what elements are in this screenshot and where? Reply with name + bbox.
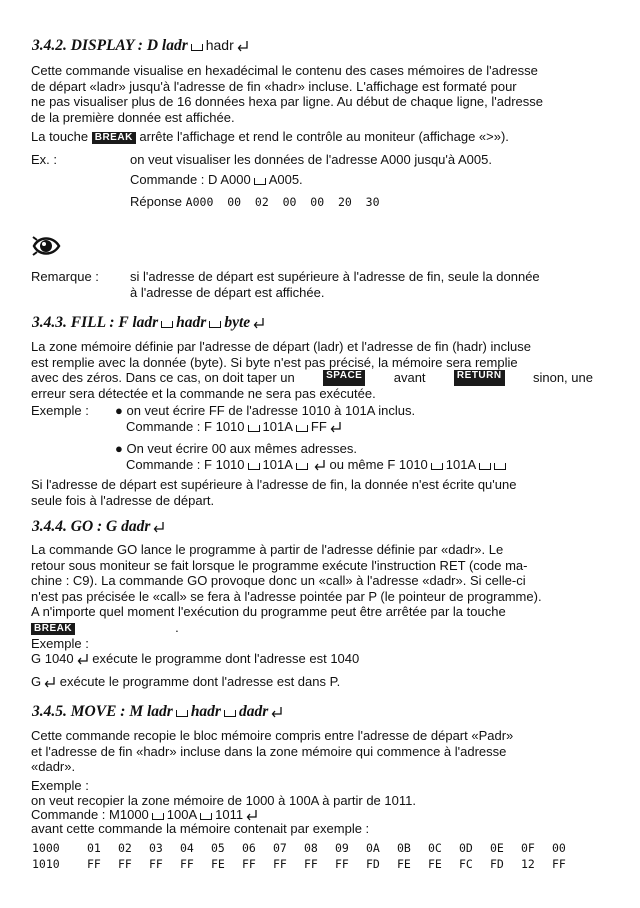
table-row	[32, 856, 583, 872]
text: 3.4.3. FILL : F ladr	[32, 314, 159, 331]
table-cell: FF	[335, 857, 349, 871]
display-description	[31, 63, 593, 125]
table-cell: FE	[211, 857, 225, 871]
fill-note	[31, 477, 593, 508]
text: avant	[393, 370, 426, 385]
text: ou même F 1010	[329, 457, 428, 472]
text-line: «dadr».	[31, 759, 76, 774]
text-line: et l'adresse de fin «hadr» incluse dans la zone mémoire qui commence à l'adresse	[31, 743, 507, 759]
heading-move	[32, 703, 283, 721]
text-line: La commande GO lance le programme à partir de l'adresse définie par «dadr». Le	[31, 542, 504, 557]
table-cell: 0D	[459, 841, 473, 855]
text: Commande : F 1010	[126, 457, 245, 472]
text: sinon, une	[532, 370, 593, 385]
break-line	[31, 129, 509, 144]
table-cell: 12	[521, 857, 535, 871]
space-symbol	[431, 463, 443, 470]
table-cell: 07	[273, 841, 287, 855]
text-line: seule fois à l'adresse de départ.	[31, 492, 215, 508]
table-cell: FF	[87, 857, 101, 871]
return-symbol-icon	[77, 653, 89, 665]
text: A005.	[268, 172, 303, 187]
text: 100A	[166, 807, 198, 822]
text-line: Cette commande visualise en hexadécimal le contenu des cases mémoires de l'adresse	[31, 63, 538, 78]
space-symbol	[200, 813, 212, 820]
text-line: Si l'adresse de départ est supérieure à l'adresse de fin, la donnée n'est écrite qu'une	[31, 477, 517, 492]
response-value: A000 00 02 00 00 20 30	[185, 195, 380, 209]
table-cell: FF	[552, 857, 566, 871]
text: G	[31, 674, 42, 689]
text-line: est remplie avec la donnée (byte). Si byte n'est pas précisé, la mémoire sera remplie	[31, 354, 518, 370]
text-line: de la première donnée est affichée.	[31, 109, 235, 125]
text: G 1040	[31, 651, 74, 666]
ex-response	[130, 194, 380, 209]
return-key: RETURN	[454, 370, 505, 386]
return-symbol-icon	[271, 706, 283, 718]
move-description	[31, 728, 593, 775]
space-key: SPACE	[323, 370, 365, 386]
go-example-2	[31, 674, 340, 689]
return-symbol-icon	[44, 676, 56, 688]
space-symbol	[224, 710, 236, 717]
table-cell: FD	[366, 857, 380, 871]
return-symbol-icon	[330, 421, 342, 433]
ex-text: on veut visualiser les données de l'adresse A000 jusqu'à A005.	[130, 152, 492, 167]
move-command	[31, 807, 258, 822]
text-line	[31, 370, 593, 386]
text: on veut écrire FF de l'adresse 1010 à 101A inclus.	[126, 403, 416, 418]
text-line: de départ «ladr» jusqu'à l'adresse de fin «hadr» incluse. L'affichage est formaté pour	[31, 78, 517, 94]
table-cell: 0C	[428, 841, 442, 855]
text-line: Cette commande recopie le bloc mémoire compris entre l'adresse de départ «Padr»	[31, 728, 514, 743]
space-symbol	[209, 321, 221, 328]
table-cell: 05	[211, 841, 225, 855]
text-line: si l'adresse de départ est supérieure à l'adresse de fin, seule la donnée	[130, 269, 540, 284]
table-cell: 1010	[32, 857, 60, 871]
fill-command-1	[126, 419, 342, 434]
table-cell: 1000	[32, 841, 60, 855]
memory-dump-table	[32, 840, 583, 872]
text: byte	[224, 314, 251, 331]
text: On veut écrire 00 aux mêmes adresses.	[126, 441, 357, 456]
space-symbol	[494, 463, 506, 470]
ex-label: Exemple :	[31, 778, 89, 793]
text-line: A n'importe quel moment l'exécution du programme peut être arrêtée par la touche	[31, 604, 506, 619]
heading-display-text: 3.4.2. DISPLAY : D ladr	[32, 37, 188, 54]
table-cell: FD	[490, 857, 504, 871]
table-cell: 0F	[521, 841, 535, 855]
table-cell: 06	[242, 841, 256, 855]
bullet-item: ● on veut écrire FF de l'adresse 1010 à 101A inclus.	[115, 403, 416, 418]
table-cell: FE	[397, 857, 411, 871]
return-symbol-icon	[246, 809, 258, 821]
text: Réponse	[130, 194, 183, 209]
space-symbol	[152, 813, 164, 820]
return-symbol-icon	[153, 521, 165, 533]
return-symbol-icon	[237, 40, 249, 52]
text-line: ne pas visualiser plus de 16 données hexa par ligne. Au début de chaque ligne, l'adresse	[31, 94, 544, 109]
heading-go	[32, 518, 165, 536]
go-example-1	[31, 651, 359, 666]
heading-display	[32, 37, 249, 55]
return-symbol-icon	[253, 317, 265, 329]
text-line: chine : C9). La commande GO provoque donc un «call» à l'adresse «dadr». Si celle-ci	[31, 573, 526, 588]
table-cell: 08	[304, 841, 318, 855]
table-cell: FC	[459, 857, 473, 871]
space-symbol	[296, 463, 308, 470]
space-symbol	[248, 425, 260, 432]
text: 101A	[445, 457, 477, 472]
space-symbol	[161, 321, 173, 328]
move-example-text: on veut recopier la zone mémoire de 1000 à 100A à partir de 1011.	[31, 793, 416, 808]
remarque-label: Remarque :	[31, 269, 99, 284]
text: dadr	[238, 703, 269, 720]
text: 101A	[262, 419, 293, 434]
table-cell: 09	[335, 841, 349, 855]
table-row	[32, 840, 583, 856]
fill-command-2	[126, 457, 509, 472]
text: FF	[310, 419, 327, 434]
heading-fill	[32, 314, 265, 332]
text-line: erreur sera détectée et la commande ne sera pas exécutée.	[31, 385, 376, 401]
table-cell: FF	[118, 857, 132, 871]
table-cell: FE	[428, 857, 442, 871]
text-line: La zone mémoire définie par l'adresse de départ (ladr) et l'adresse de fin (hadr) incluse	[31, 339, 531, 354]
text: hadr	[176, 314, 207, 331]
bullet-item: ● On veut écrire 00 aux mêmes adresses.	[115, 441, 357, 456]
text-line: à l'adresse de départ est affichée.	[130, 284, 325, 300]
ex-command	[130, 172, 303, 187]
break-key: BREAK	[92, 132, 136, 144]
text: Commande : F 1010	[126, 419, 245, 434]
ex-label: Exemple :	[31, 636, 89, 651]
heading-display-arg: hadr	[205, 37, 234, 53]
go-description	[31, 542, 593, 635]
table-cell: 03	[149, 841, 163, 855]
ex-label: Exemple :	[31, 403, 89, 418]
table-cell: 0A	[366, 841, 380, 855]
table-cell: FF	[304, 857, 318, 871]
text: arrête l'affichage et rend le contrôle au moniteur (affichage «>»).	[139, 129, 509, 144]
text-line: retour sous moniteur se fait lorsque le programme exécute l'instruction RET (code ma-	[31, 557, 528, 573]
text: 1011	[215, 807, 244, 822]
text: exécute le programme dont l'adresse est dans P.	[59, 674, 341, 689]
table-cell: 02	[118, 841, 132, 855]
text: 3.4.4. GO : G dadr	[32, 518, 151, 535]
remarque-text	[130, 269, 540, 300]
table-cell: FF	[242, 857, 256, 871]
space-symbol	[296, 425, 308, 432]
space-symbol	[254, 178, 266, 185]
text: 101A	[262, 457, 293, 472]
table-cell: 0E	[490, 841, 504, 855]
space-symbol	[479, 463, 491, 470]
text: hadr	[190, 703, 221, 720]
ex-label: Ex. :	[31, 152, 58, 167]
break-key: BREAK	[31, 623, 75, 635]
table-cell: 00	[552, 841, 566, 855]
text: 3.4.5. MOVE : M ladr	[32, 703, 173, 720]
text-line: BREAK .	[31, 620, 593, 636]
table-cell: FF	[180, 857, 194, 871]
table-cell: 0B	[397, 841, 411, 855]
table-cell: FF	[149, 857, 163, 871]
return-symbol-icon	[314, 459, 326, 471]
text-line: n'est pas précisée le «call» se fera à l'adresse pointée par P (le pointeur de programme).	[31, 588, 542, 604]
text: Commande : D A000	[130, 172, 251, 187]
space-symbol	[176, 710, 188, 717]
space-symbol	[248, 463, 260, 470]
text: La touche	[31, 129, 89, 144]
table-cell: FF	[273, 857, 287, 871]
text: Commande : M1000	[31, 807, 149, 822]
table-cell: 04	[180, 841, 194, 855]
move-before-text: avant cette commande la mémoire contenait par exemple :	[31, 821, 370, 836]
table-cell: 01	[87, 841, 101, 855]
space-symbol	[191, 44, 203, 51]
eye-icon	[31, 233, 61, 259]
fill-description	[31, 339, 593, 401]
text: avec des zéros. Dans ce cas, on doit taper un	[31, 370, 295, 385]
text: exécute le programme dont l'adresse est 1040	[92, 651, 360, 666]
